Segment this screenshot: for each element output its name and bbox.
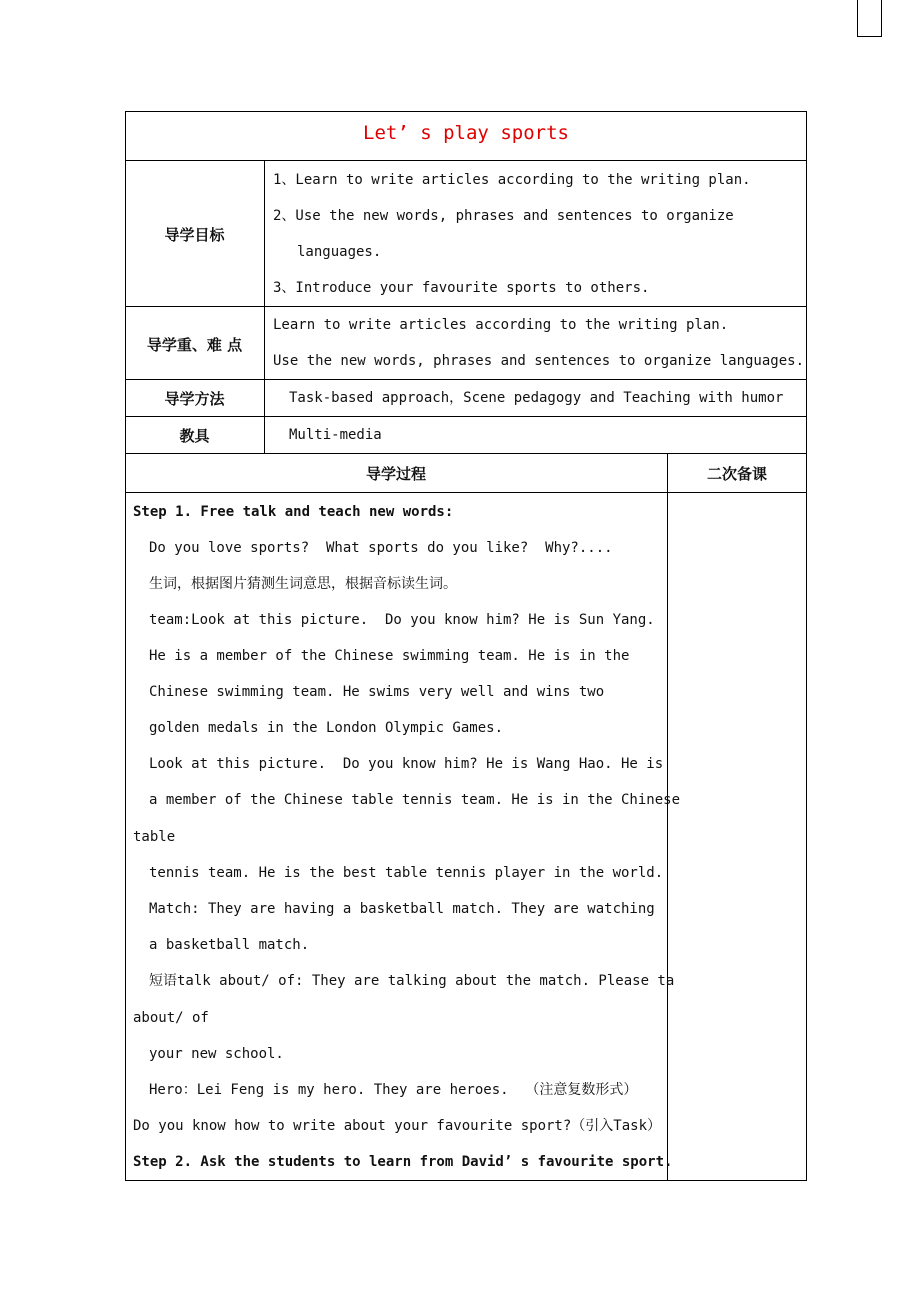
corner-box [857, 0, 882, 37]
goal-2: 2、Use the new words, phrases and sentences to organize [273, 208, 734, 224]
process-label: 导学过程 [365, 465, 426, 483]
process-line: your new school. [149, 1046, 284, 1062]
focus-label: 导学重、难 点 [146, 336, 243, 354]
page-title: Let’ s play sports [363, 122, 569, 144]
method-label: 导学方法 [164, 390, 225, 408]
step-1-heading: Step 1. Free talk and teach new words: [133, 504, 454, 520]
process-line: table [133, 829, 176, 845]
process-line: He is a member of the Chinese swimming team. He is in the [149, 648, 630, 664]
process-line: a member of the Chinese table tennis team. He is in the Chinese [149, 792, 681, 808]
tools-text: Multi-media [289, 427, 382, 443]
goal-3: 3、Introduce your favourite sports to others. [273, 280, 650, 296]
goal-2-cont: languages. [297, 244, 382, 260]
row-divider [125, 160, 807, 161]
process-line: tennis team. He is the best table tennis player in the world. [149, 865, 664, 881]
focus-2: Use the new words, phrases and sentences to organize languages. [273, 353, 805, 369]
row-divider [125, 492, 807, 493]
goal-1: 1、Learn to write articles according to the writing plan. [273, 172, 751, 188]
tools-label: 教具 [179, 427, 210, 445]
process-line: Chinese swimming team. He swims very well and wins two [149, 684, 605, 700]
lesson-table [125, 111, 807, 1181]
row-divider [125, 379, 807, 380]
process-line: Do you know how to write about your favourite sport?（引入Task） [133, 1118, 662, 1134]
step-2-heading: Step 2. Ask the students to learn from David’ s favourite sport. [133, 1154, 673, 1170]
process-line: team:Look at this picture. Do you know him? He is Sun Yang. [149, 612, 655, 628]
method-text: Task-based approach，Scene pedagogy and Teaching with humor [289, 390, 784, 406]
row-divider [125, 416, 807, 417]
process-line: Look at this picture. Do you know him? He is Wang Hao. He is [149, 756, 664, 772]
process-line: Do you love sports? What sports do you like? Why?.... [149, 540, 613, 556]
goals-label: 导学目标 [164, 226, 225, 244]
process-line: about/ of [133, 1010, 209, 1026]
process-line: golden medals in the London Olympic Games. [149, 720, 504, 736]
prep-label: 二次备课 [706, 465, 767, 483]
process-line: 短语talk about/ of: They are talking about the match. Please ta [149, 973, 675, 989]
process-line: a basketball match. [149, 937, 310, 953]
process-line: Match: They are having a basketball match. They are watching [149, 901, 655, 917]
process-line: Hero：Lei Feng is my hero. They are heroes. （注意复数形式） [149, 1082, 638, 1098]
row-divider [125, 453, 807, 454]
column-divider [667, 453, 668, 1180]
row-divider [125, 306, 807, 307]
column-divider [264, 160, 265, 453]
focus-1: Learn to write articles according to the writing plan. [273, 317, 729, 333]
process-line: 生词，根据图片猜测生词意思，根据音标读生词。 [149, 576, 457, 592]
